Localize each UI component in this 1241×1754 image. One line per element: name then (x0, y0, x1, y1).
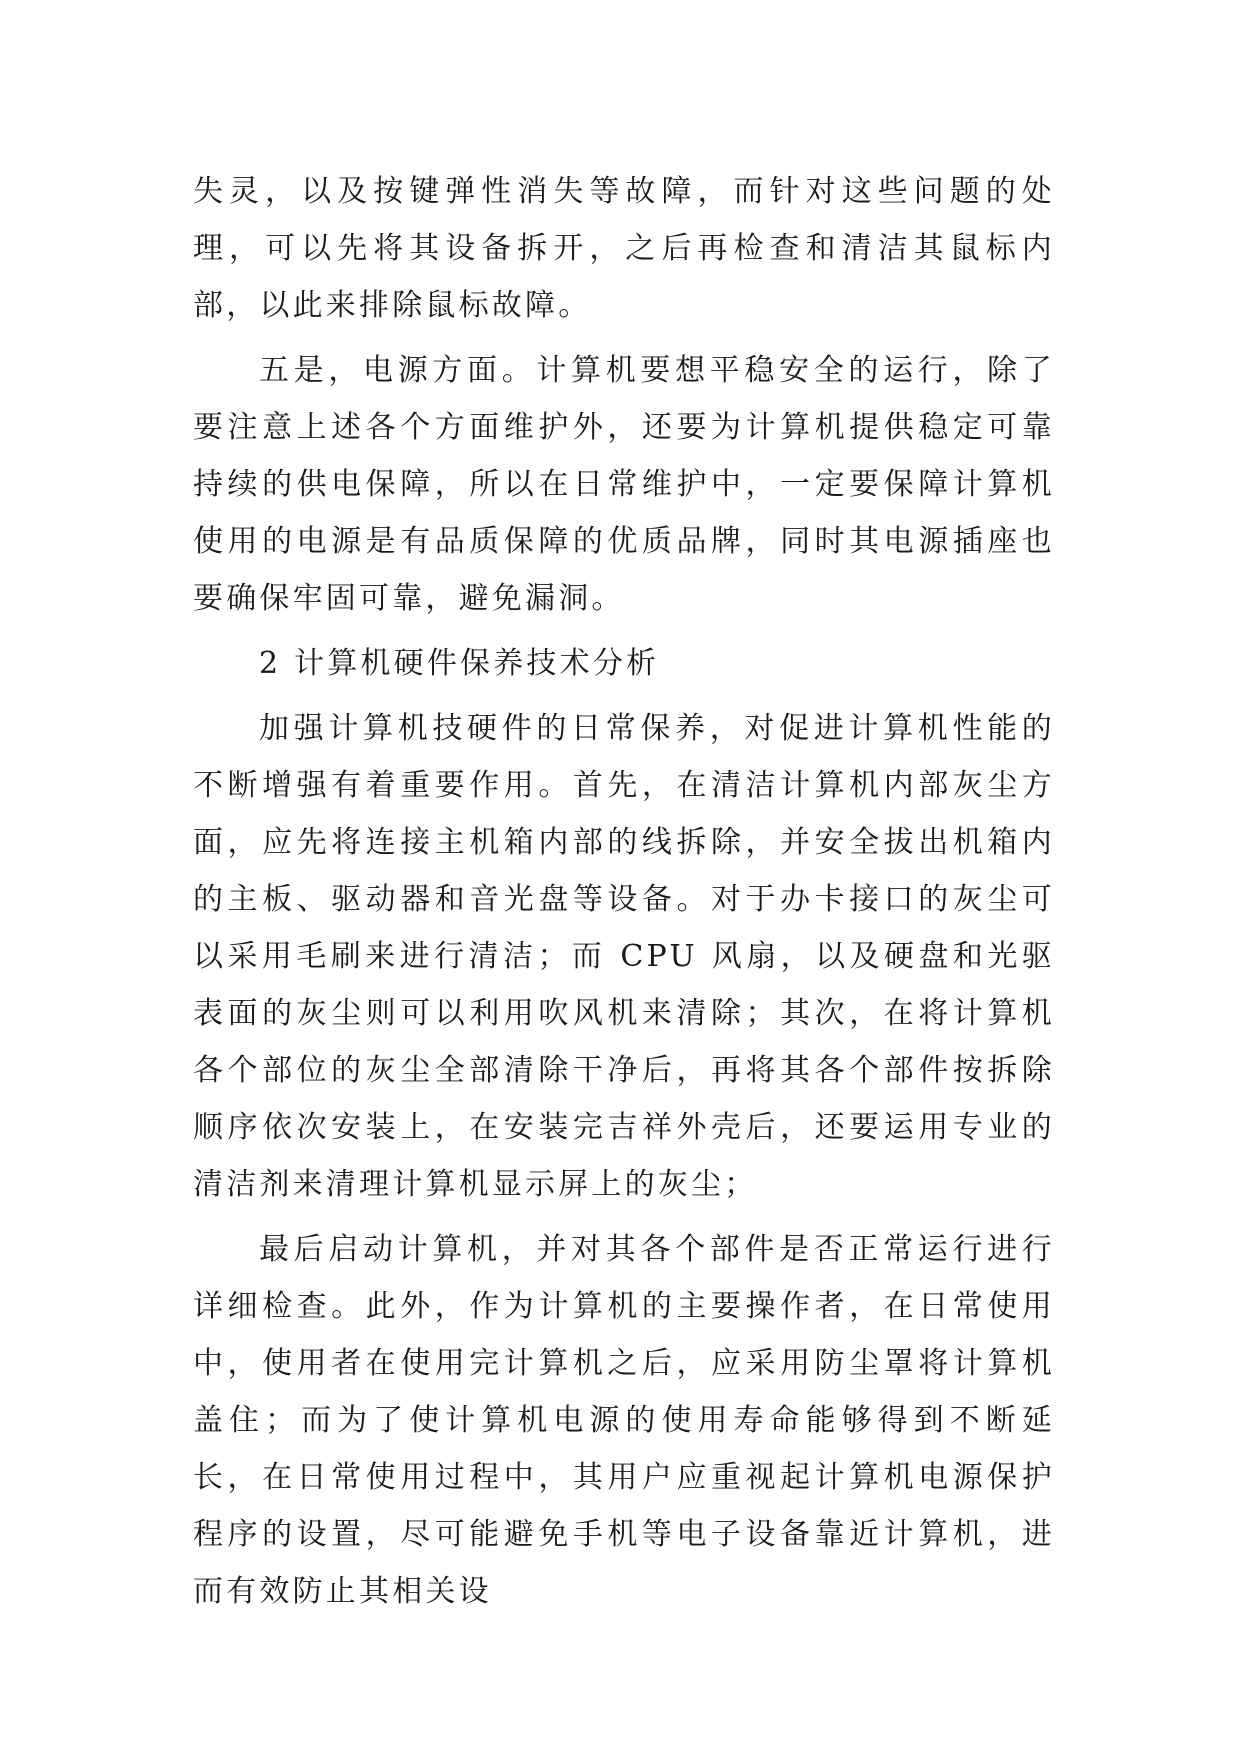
paragraph-hardware-cleaning: 加强计算机技硬件的日常保养，对促进计算机性能的不断增强有着重要作用。首先，在清洁计算机内部灰尘方面，应先将连接主机箱内部的线拆除，并安全拔出机箱内的主板、驱动器和音光盘等设备。对于办卡接口的灰尘可以采用毛刷来进行清洁；而 CPU 风扇，以及硬盘和光驱表面的灰尘则可以利用吹风机来清除；其次，在将计算机各个部位的灰尘全部清除干净后，再将其各个部件按拆除顺序依次安装上，在安装完吉祥外壳后，还要运用专业的清洁剂来清理计算机显示屏上的灰尘； (193, 711, 1055, 1202)
document-body (193, 163, 1055, 1628)
paragraph-mouse-fault: 失灵，以及按键弹性消失等故障，而针对这些问题的处理，可以先将其设备拆开，之后再检查和清洁其鼠标内部，以此来排除鼠标故障。 (193, 174, 1055, 323)
paragraph-power-supply: 五是，电源方面。计算机要想平稳安全的运行，除了要注意上述各个方面维护外，还要为计算机提供稳定可靠持续的供电保障，所以在日常维护中，一定要保障计算机使用的电源是有品质保障的优质品牌，同时其电源插座也要确保牢固可靠，避免漏洞。 (193, 353, 1055, 616)
paragraph-startup-check: 最后启动计算机，并对其各个部件是否正常运行进行详细检查。此外，作为计算机的主要操作者，在日常使用中，使用者在使用完计算机之后，应采用防尘罩将计算机盖住；而为了使计算机电源的使用寿命能够得到不断延长，在日常使用过程中，其用户应重视起计算机电源保护程序的设置，尽可能避免手机等电子设备靠近计算机，进而有效防止其相关设 (193, 1232, 1055, 1609)
section-heading-hardware-maintenance: 2 计算机硬件保养技术分析 (259, 646, 660, 681)
